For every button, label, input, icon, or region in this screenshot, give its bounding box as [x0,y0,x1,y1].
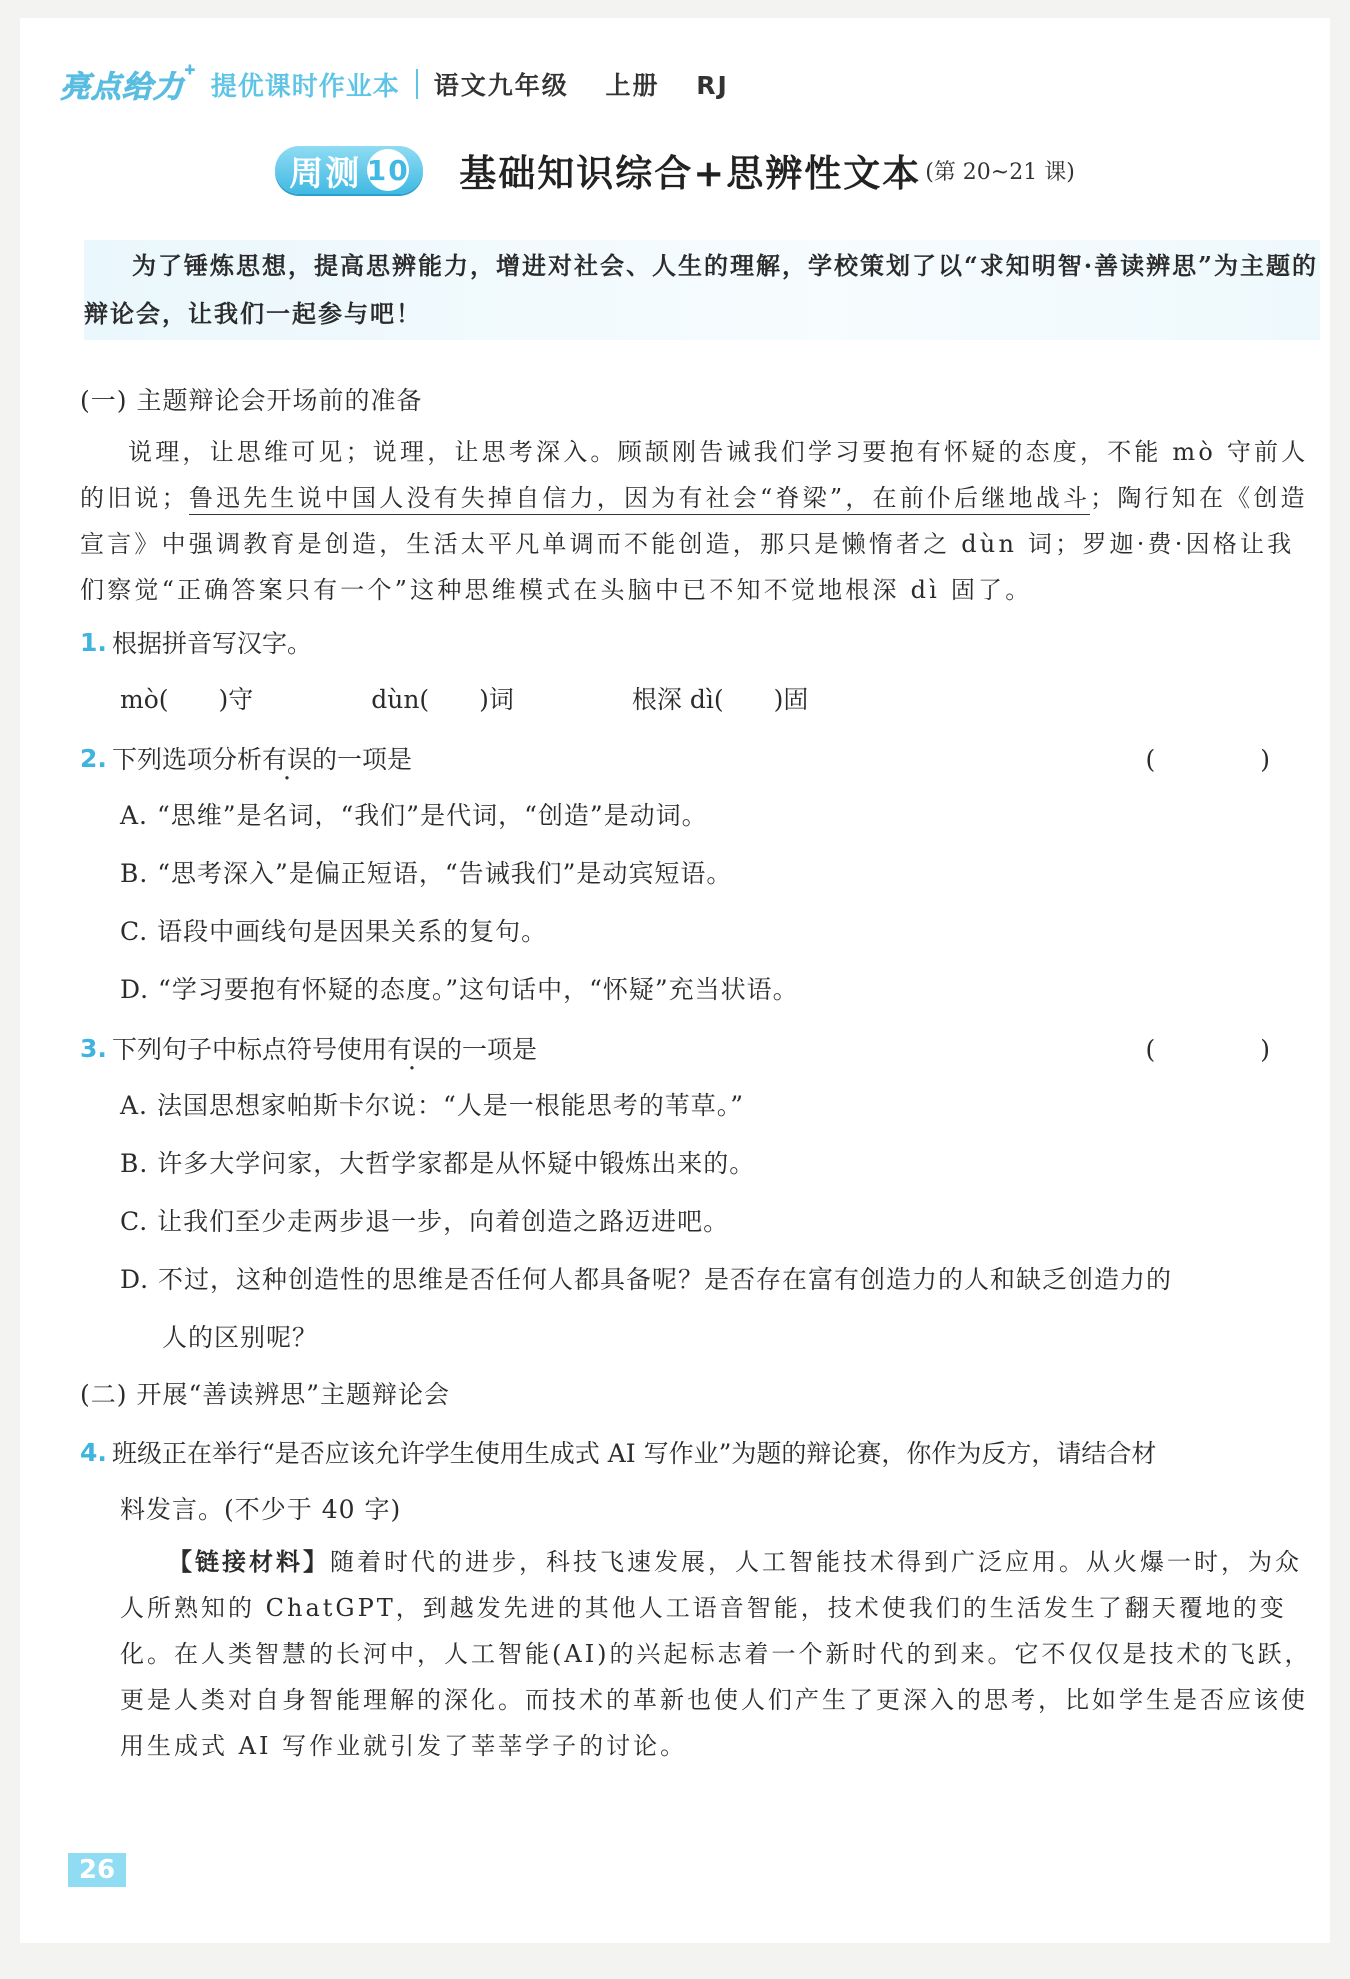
material-text: 随着时代的进步，科技飞速发展，人工智能技术得到广泛应用。从火爆一时，为众人所熟知的 ChatGPT，到越发先进的其他人工语音智能，技术使我们的生活发生了翻天覆地的变化。在人类智慧的长河中，人工智能(AI)的兴起标志着一个新时代的到来。它不仅仅是技术的飞跃，更是人类对自身智能理解的深化。而技术的革新也使人们产生了更深入的思考，比如学生是否应该使用生成式 AI 写作业就引发了莘莘学子的讨论。 [120,1548,1312,1760]
worksheet-page [20,18,1330,1943]
header-divider [416,69,418,99]
brand-logo-mark: + [184,62,197,78]
answer-blank[interactable]: ( ) [1145,745,1310,774]
emphasized-word: 有误 [387,1035,438,1064]
question-text: 根据拼音写汉字。 [112,629,313,658]
pinyin-blanks [80,671,1320,729]
intro-paragraph: 为了锤炼思想，提高思辨能力，增进对社会、人生的理解，学校策划了以“求知明智·善读辨思”为主题的辩论会，让我们一起参与吧！ [84,240,1320,340]
question-number: 2. [80,743,107,773]
option-a: A. “思维”是名词，“我们”是代词，“创造”是动词。 [120,801,708,830]
edition-label: RJ [696,71,729,100]
series-subtitle: 提优课时作业本 [210,71,400,102]
option-c: C. 语段中画线句是因果关系的复句。 [120,917,548,946]
question-4 [80,1423,1320,1481]
linked-material [80,1539,1320,1769]
question-text-part: 的一项是 [437,1035,538,1064]
question-text-part: 的一项是 [312,745,413,774]
brand-logo-text: 亮点给力 [60,70,184,105]
option-d: D. “学习要抱有怀疑的态度。”这句话中，“怀疑”充当状语。 [120,975,799,1004]
question-text: 班级正在举行“是否应该允许学生使用生成式 AI 写作业”为题的辩论赛，你作为反方，请结合材 [112,1439,1157,1468]
test-title [20,143,1330,197]
question-number: 3. [80,1033,107,1063]
week-test-badge [275,146,423,194]
page-title: 基础知识综合+思辨性文本 [459,151,922,195]
question-number: 1. [80,627,107,657]
book-info [434,66,755,102]
answer-blank[interactable]: ( ) [1145,1035,1310,1064]
option-b: B. 许多大学问家，大哲学家都是从怀疑中锻炼出来的。 [120,1149,756,1178]
week-test-number: 10 [367,149,409,191]
reading-passage [80,429,1320,613]
option-b: B. “思考深入”是偏正短语，“告诫我们”是动宾短语。 [120,859,733,888]
page-header [60,58,755,110]
option-c: C. 让我们至少走两步退一步，向着创造之路迈进吧。 [120,1207,730,1236]
passage-part-a: 说理，让思维可见；说理，让思考深入。顾颉刚告诫我们学习要抱有怀疑的态度，不能 mò 守前人的旧说； [80,438,1309,512]
page-number: 26 [68,1853,126,1887]
section-1-heading: (一) 主题辩论会开场前的准备 [80,386,423,415]
question-text [112,740,412,776]
material-paragraph [120,1539,1320,1769]
worksheet-content [80,373,1320,1769]
question-text-part: 下列选项分析 [112,745,263,774]
subject-label: 语文九年级 [433,71,569,100]
option-d-continued: 人的区别呢？ [162,1323,319,1352]
question-text-continued: 料发言。(不少于 40 字) [120,1495,402,1524]
question-1 [80,613,1320,671]
question-2 [80,729,1320,787]
pinyin-blank-mo[interactable]: mò( )守 [120,685,254,714]
section-2-heading: (二) 开展“善读辨思”主题辩论会 [80,1380,451,1409]
question-number: 4. [80,1437,107,1467]
passage-underlined-sentence: 鲁迅先生说中国人没有失掉自信力，因为有社会“脊梁”，在前仆后继地战斗 [189,484,1090,515]
option-d: D. 不过，这种创造性的思维是否任何人都具备呢？是否存在富有创造力的人和缺乏创造力的 [120,1265,1173,1294]
question-text [112,1030,537,1066]
pinyin-blank-dun[interactable]: dùn( )词 [371,685,514,714]
option-a: A. 法国思想家帕斯卡尔说：“人是一根能思考的苇草。” [120,1091,745,1120]
material-label: 【链接材料】 [168,1547,330,1576]
volume-label: 上册 [605,71,660,100]
brand-logo [60,62,197,106]
week-test-label: 周测 [289,153,362,194]
passage-part-b: ；陶行知在《创造宣言》中强调教育是创造，生活太平凡单调而不能创造，那只是懒惰者之 dùn 词；罗迦·费·因格让我们察觉“正确答案只有一个”这种思维模式在头脑中已不知不觉地根深 dì 固了。 [80,484,1308,604]
pinyin-blank-di[interactable]: 根深 dì( )固 [631,685,809,714]
question-text-part: 下列句子中标点符号使用 [112,1035,388,1064]
question-3 [80,1019,1320,1077]
lesson-range: (第 20~21 课) [925,159,1075,185]
emphasized-word: 有误 [262,745,313,774]
